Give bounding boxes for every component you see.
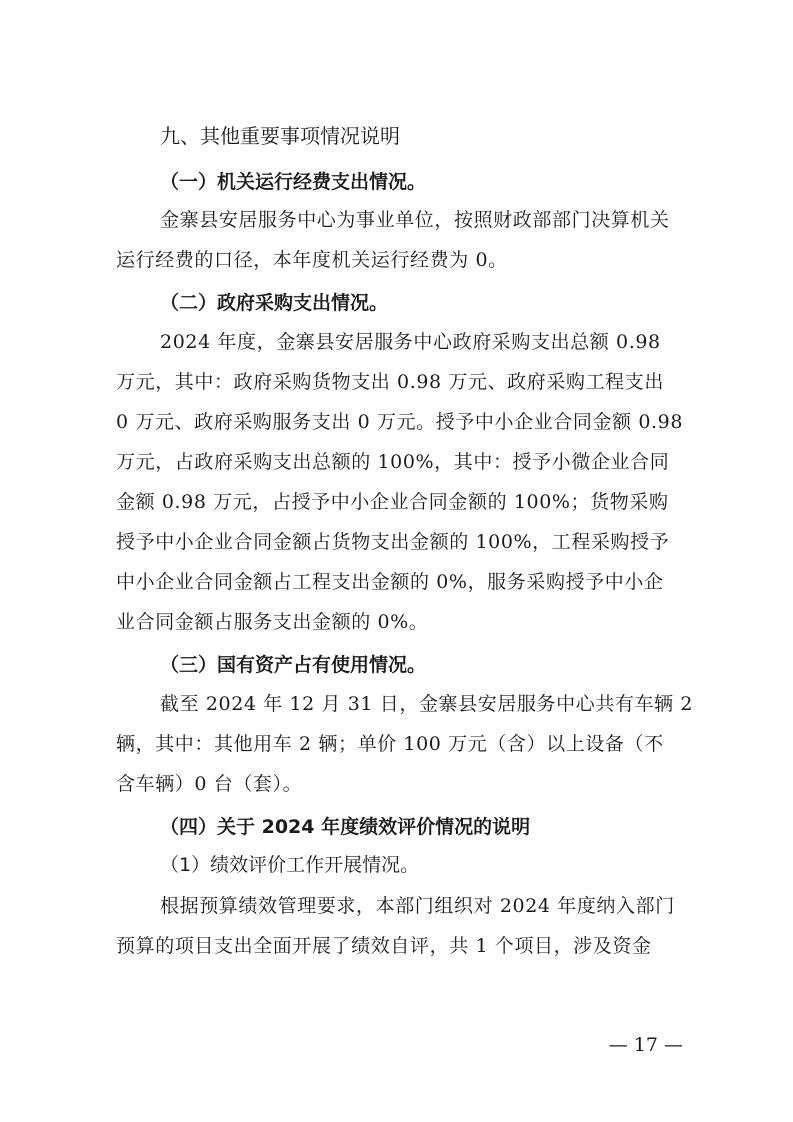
- paragraph-line: 中小企业合同金额占工程支出金额的 0%，服务采购授予中小企: [116, 571, 664, 593]
- section-heading: 九、其他重要事项情况说明: [160, 124, 400, 148]
- paragraph-line: 万元，占政府采购支出总额的 100%，其中：授予小微企业合同: [116, 451, 670, 473]
- paragraph-line: 0 万元、政府采购服务支出 0 万元。授予中小企业合同金额 0.98: [116, 411, 684, 433]
- paragraph-line: 运行经费的口径，本年度机关运行经费为 0。: [116, 249, 508, 271]
- page-number: — 17 —: [608, 1034, 683, 1056]
- paragraph-line: 辆，其中：其他用车 2 辆；单价 100 万元（含）以上设备（不: [116, 733, 664, 755]
- subsection-title-1: （一）机关运行经费支出情况。: [160, 171, 427, 193]
- subsection-title-4: （四）关于 2024 年度绩效评价情况的说明: [160, 816, 531, 838]
- sub-item-1: （1）绩效评价工作开展情况。: [160, 854, 420, 876]
- paragraph-line: 2024 年度，金寨县安居服务中心政府采购支出总额 0.98: [160, 331, 661, 353]
- paragraph-line: 含车辆）0 台（套）。: [116, 773, 303, 795]
- paragraph-line: 授予中小企业合同金额占货物支出金额的 100%，工程采购授予: [116, 531, 670, 553]
- paragraph-line: 业合同金额占服务支出金额的 0%。: [116, 611, 429, 633]
- paragraph-line: 万元，其中：政府采购货物支出 0.98 万元、政府采购工程支出: [116, 371, 664, 393]
- paragraph-line: 金寨县安居服务中心为事业单位，按照财政部部门决算机关: [160, 209, 670, 231]
- subsection-title-2: （二）政府采购支出情况。: [160, 292, 389, 314]
- paragraph-line: 截至 2024 年 12 月 31 日，金寨县安居服务中心共有车辆 2: [160, 693, 694, 715]
- paragraph-line: 金额 0.98 万元，占授予中小企业合同金额的 100%；货物采购: [116, 491, 669, 513]
- paragraph-line: 根据预算绩效管理要求，本部门组织对 2024 年度纳入部门: [160, 895, 675, 917]
- subsection-title-3: （三）国有资产占有使用情况。: [160, 654, 427, 676]
- paragraph-line: 预算的项目支出全面开展了绩效自评，共 1 个项目，涉及资金: [116, 935, 652, 957]
